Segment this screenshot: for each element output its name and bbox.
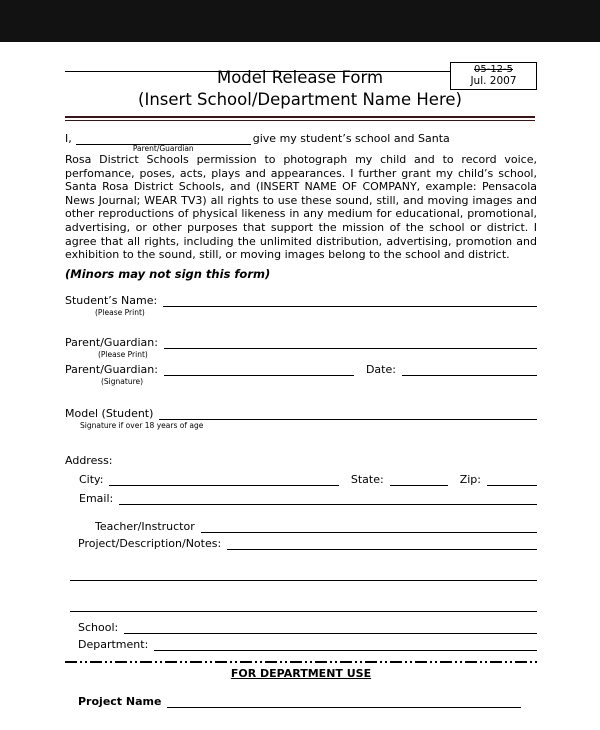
notes-continuation-line-1[interactable] [70,566,537,581]
revision-box [450,62,537,90]
department-row [65,637,537,651]
parent-guardian-blank-caption: Parent/Guardian [132,144,194,153]
top-bar [0,0,600,42]
department-line[interactable] [154,637,537,651]
city-line[interactable] [109,472,338,486]
project-name-line[interactable] [167,694,521,708]
zip-label: Zip: [459,472,481,486]
parent-print-caption: (Please Print) [98,349,148,359]
student-name-label: Student’s Name: [65,293,158,307]
parent-signature-row [65,362,537,376]
school-line[interactable] [124,620,537,634]
zip-line[interactable] [487,472,537,486]
revision-old-date: 05-12-5 [473,64,514,75]
title-divider [65,116,535,121]
date-line[interactable] [402,362,537,376]
header [0,42,600,121]
date-label: Date: [365,362,396,376]
city-label: City: [79,472,104,486]
school-row [65,620,537,634]
header-rule [65,71,453,72]
model-student-label: Model (Student) [65,406,154,420]
teacher-label: Teacher/Instructor [95,519,195,533]
intro-lead-text: I, [65,132,72,145]
minors-note: (Minors may not sign this form) [65,266,271,281]
model-student-line[interactable] [159,406,537,420]
address-row [65,454,537,467]
email-row [65,491,537,505]
address-label: Address: [65,453,113,467]
project-notes-line[interactable] [227,536,537,550]
form-subtitle: (Insert School/Department Name Here) [138,90,462,109]
parent-guardian-blank-wrap [76,131,251,153]
email-label: Email: [79,491,114,505]
form-title: Model Release Form [216,68,384,87]
notes-continuation-line-2[interactable] [70,597,537,612]
parent-signature-label: Parent/Guardian: [65,362,158,376]
student-name-caption: (Please Print) [95,307,145,317]
project-name-label: Project Name [78,694,162,708]
teacher-row [65,519,537,533]
parent-signature-line[interactable] [164,362,354,376]
model-student-caption: Signature if over 18 years of age [80,420,204,430]
release-paragraph: Rosa District Schools permission to photograph my child and to record voice, perfomance, poses, acts, plays and appearances. I further grant my child’s school, Santa Rosa District Schools, and (INSERT NAME OF COMPANY, example: Pensacola News Journal; WEAR TV3) all rights to use these sound, still, and moving images and other reproductions of physical likeness in any medium for educational, promotional, advertising, or other purposes that support the mission of the school or district. I agree that all rights, including the unlimited distribution, advertising, promotion and exhibition to the sound, still, or moving images belong to the school and district. [65,153,537,262]
department-use-separator [65,661,537,663]
project-notes-row [65,536,537,550]
project-name-row [65,694,537,708]
intro-first-line [65,129,537,153]
teacher-line[interactable] [201,519,537,533]
state-label: State: [350,472,384,486]
student-name-line[interactable] [163,293,537,307]
email-line[interactable] [119,491,537,505]
model-student-row [65,406,537,420]
revision-current-date: Jul. 2007 [470,75,517,87]
department-use-heading: FOR DEPARTMENT USE [230,666,372,680]
student-name-row [65,293,537,307]
department-label: Department: [78,637,149,651]
state-line[interactable] [390,472,448,486]
intro-after-text: give my student’s school and Santa [252,132,450,145]
project-notes-label: Project/Description/Notes: [78,536,222,550]
school-label: School: [78,620,119,634]
parent-signature-caption: (Signature) [101,376,144,386]
city-state-zip-row [65,472,537,486]
parent-guardian-signer-line[interactable] [76,131,251,145]
parent-print-line[interactable] [164,335,537,349]
form-body [0,121,600,708]
parent-print-row [65,335,537,349]
parent-print-label: Parent/Guardian: [65,335,158,349]
